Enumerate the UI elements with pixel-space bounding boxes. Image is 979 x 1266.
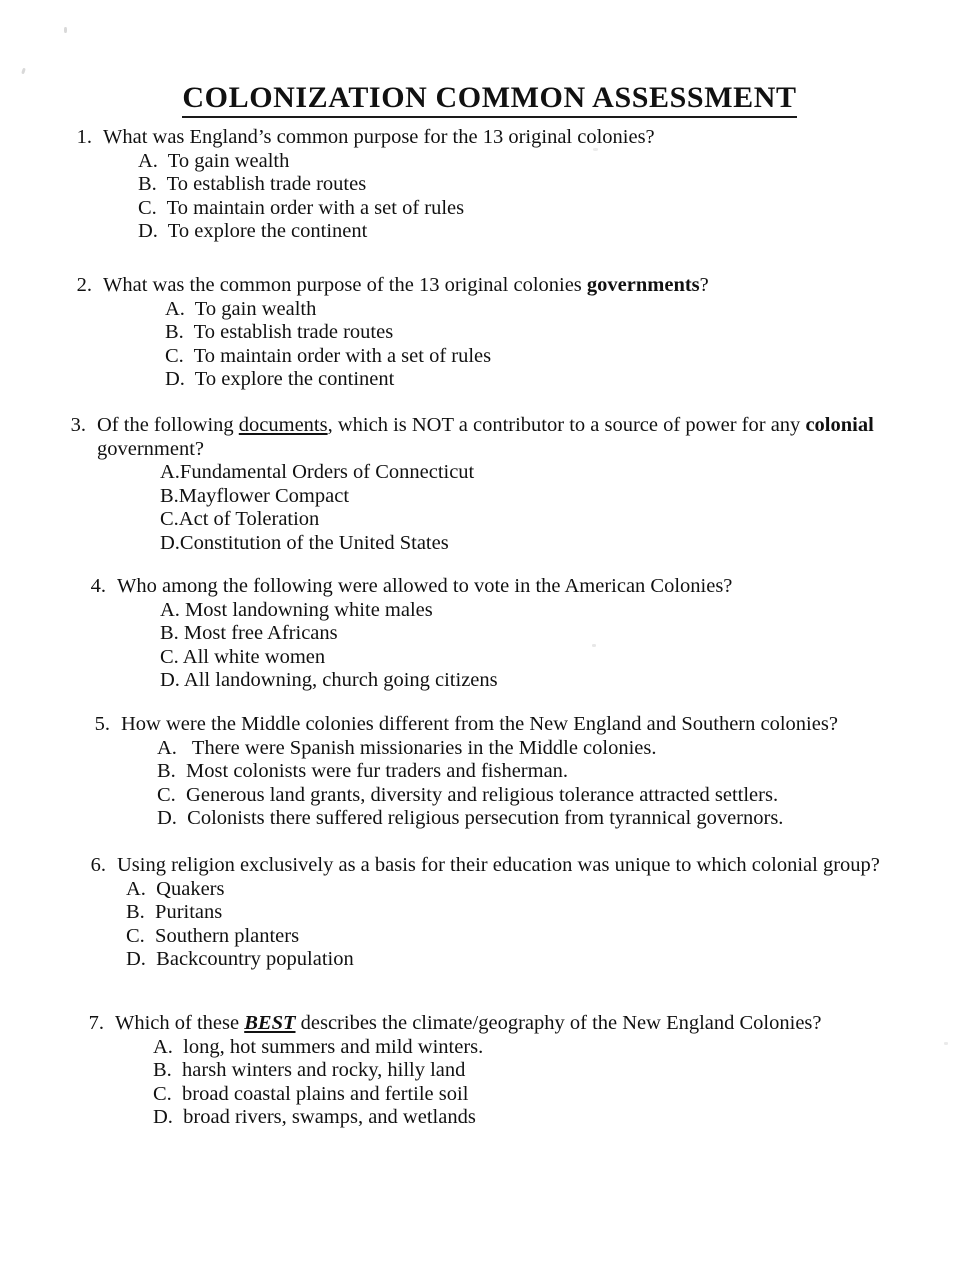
question-4-text: Who among the following were allowed to vote in the American Colonies? xyxy=(117,575,733,597)
option-b[interactable]: B. Most colonists were fur traders and fisherman. xyxy=(157,760,569,782)
question-6 xyxy=(84,854,924,972)
option-a[interactable]: A.Fundamental Orders of Connecticut xyxy=(160,461,475,483)
scan-speckle xyxy=(64,27,67,33)
option-d[interactable]: D.Constitution of the United States xyxy=(160,531,449,554)
question-5-text: How were the Middle colonies different from the New England and Southern colonies? xyxy=(121,713,838,735)
question-4-stem xyxy=(84,575,964,599)
question-2-text-part1: What was the common purpose of the 13 original colonies xyxy=(103,274,587,296)
option-a[interactable]: A. There were Spanish missionaries in the Middle colonies. xyxy=(157,736,657,759)
question-1-number: 1. xyxy=(76,126,92,148)
question-3 xyxy=(64,414,944,555)
question-6-stem xyxy=(84,854,924,878)
question-5-options xyxy=(157,737,958,831)
question-7-text xyxy=(115,1012,962,1036)
question-3-underline-documents: documents xyxy=(238,414,328,436)
option-c[interactable]: C. Generous land grants, diversity and religious tolerance attracted settlers. xyxy=(157,783,779,806)
option-b[interactable]: B. harsh winters and rocky, hilly land xyxy=(153,1059,466,1081)
option-d[interactable]: D. All landowning, church going citizens xyxy=(160,669,498,691)
option-d[interactable]: D. To explore the continent xyxy=(165,368,395,390)
question-5-number: 5. xyxy=(94,713,110,735)
option-d[interactable]: D. To explore the continent xyxy=(138,220,368,242)
question-3-bold-colonial: colonial xyxy=(805,414,874,436)
question-3-text-part3: , which is NOT a contributor to a source of power for any xyxy=(327,414,806,436)
option-c[interactable]: C.Act of Toleration xyxy=(160,508,320,530)
question-6-number: 6. xyxy=(90,854,106,876)
question-3-options xyxy=(160,461,944,555)
question-2 xyxy=(70,274,950,392)
option-b[interactable]: B. Most free Africans xyxy=(160,622,338,644)
question-3-text xyxy=(97,414,944,461)
question-3-text-part1: Of the following xyxy=(97,414,239,436)
question-7-text-part1: Which of these xyxy=(115,1012,245,1034)
option-b[interactable]: B. To establish trade routes xyxy=(165,321,394,343)
question-7-emphasis-best: BEST xyxy=(244,1012,296,1034)
question-2-text xyxy=(103,274,950,298)
question-1 xyxy=(70,126,930,244)
option-c[interactable]: C. To maintain order with a set of rules xyxy=(138,196,465,219)
question-7-number: 7. xyxy=(88,1012,104,1034)
question-2-options xyxy=(165,298,950,392)
question-3-text-part5: government? xyxy=(97,437,205,460)
option-a[interactable]: A. Most landowning white males xyxy=(160,598,433,621)
option-b[interactable]: B. To establish trade routes xyxy=(138,173,367,195)
option-d[interactable]: D. broad rivers, swamps, and wetlands xyxy=(153,1106,476,1128)
option-c[interactable]: C. To maintain order with a set of rules xyxy=(165,344,492,367)
question-3-stem xyxy=(64,414,944,461)
question-7-text-part3: describes the climate/geography of the New England Colonies? xyxy=(295,1012,822,1034)
question-2-text-part3: ? xyxy=(699,274,709,296)
option-a[interactable]: A. Quakers xyxy=(126,877,225,900)
option-a[interactable]: A. To gain wealth xyxy=(165,297,317,320)
option-b[interactable]: B. Puritans xyxy=(126,901,223,923)
page-title-text: COLONIZATION COMMON ASSESSMENT xyxy=(182,81,796,118)
option-d[interactable]: D. Colonists there suffered religious persecution from tyrannical governors. xyxy=(157,807,784,829)
question-3-number: 3. xyxy=(70,414,86,436)
question-7-options xyxy=(153,1036,962,1130)
question-4-options xyxy=(160,599,964,693)
question-2-number: 2. xyxy=(76,274,92,296)
option-a[interactable]: A. To gain wealth xyxy=(138,149,290,172)
question-1-text: What was England’s common purpose for the 13 original colonies? xyxy=(103,126,655,148)
scan-speckle xyxy=(21,68,26,75)
option-b[interactable]: B.Mayflower Compact xyxy=(160,484,350,507)
question-2-bold-governments: governments xyxy=(586,274,700,296)
option-c[interactable]: C. All white women xyxy=(160,645,326,668)
question-1-options xyxy=(138,150,930,244)
option-c[interactable]: C. Southern planters xyxy=(126,924,300,947)
question-5-stem xyxy=(88,713,958,737)
page-title xyxy=(0,81,979,118)
question-2-stem xyxy=(70,274,950,298)
question-5 xyxy=(88,713,958,831)
question-6-options xyxy=(126,878,924,972)
question-4-number: 4. xyxy=(90,575,106,597)
option-c[interactable]: C. broad coastal plains and fertile soil xyxy=(153,1082,469,1105)
question-7-stem xyxy=(82,1012,962,1036)
option-a[interactable]: A. long, hot summers and mild winters. xyxy=(153,1035,484,1058)
question-4 xyxy=(84,575,964,693)
question-6-text: Using religion exclusively as a basis for their education was unique to which colonial group? xyxy=(117,854,880,876)
question-7 xyxy=(82,1012,962,1130)
question-1-stem xyxy=(70,126,930,150)
option-d[interactable]: D. Backcountry population xyxy=(126,948,354,970)
